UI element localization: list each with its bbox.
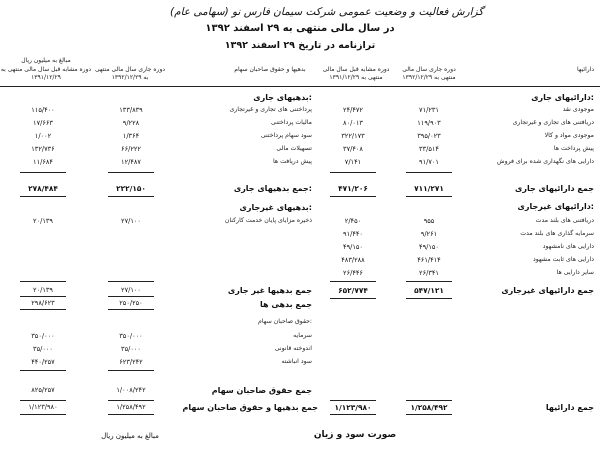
asset-row-cur: ۲۶/۳۴۱ <box>419 269 439 277</box>
asset-row-prev: ۹۱/۴۴۰ <box>343 230 363 238</box>
assets-noncurrent-total-label: جمع دارائیهای غیرجاری <box>501 286 594 295</box>
asset-row-label: دارایی های نامشهود <box>542 243 594 250</box>
rule <box>330 281 376 282</box>
rule <box>20 309 66 310</box>
liab-noncurrent-total-cur: ۲۷/۱۰۰ <box>121 286 141 294</box>
equity-row-label: سود انباشته <box>281 358 312 365</box>
asset-row-label: موجودی نقد <box>562 106 594 113</box>
liab-row-prev: ۱۱۵/۴۰۰ <box>31 106 55 114</box>
liab-current-total-prev: ۲۷۸/۴۸۴ <box>28 184 58 193</box>
asset-row-prev: ۴۹/۱۵۰ <box>343 243 363 251</box>
equity-row-label: اندوخته قانونی <box>274 345 312 352</box>
asset-row-label: دریافتنی های تجاری و غیرتجاری <box>512 119 594 126</box>
liab-grand-total-cur: ۱/۲۵۸/۴۹۲ <box>116 403 146 411</box>
liab-row-label: پرداختنی های تجاری و غیرتجاری <box>229 106 312 113</box>
report-subtitle: در سال مالی منتهی به ۲۹ اسفند ۱۳۹۲ <box>205 23 395 34</box>
liab-row-label: تسهیلات مالی <box>276 145 312 152</box>
asset-row-prev: ۴۸۳/۲۸۸ <box>341 256 365 264</box>
col-liabilities-equity: بدهیها و حقوق صاحبان سهام <box>234 66 306 73</box>
liab-row-cur: ۲۷/۱۰۰ <box>121 217 141 225</box>
liab-row-prev: ۱/۰۰۲ <box>34 132 52 140</box>
footer-unit-note: مبالغ به میلیون ریال <box>101 432 159 440</box>
liab-row-cur: ۱/۳۶۴ <box>122 132 140 140</box>
liab-row-prev: ۱۳۲/۷۳۶ <box>31 145 55 153</box>
asset-row-prev: ۲۴/۴۷۲ <box>343 106 363 114</box>
equity-total-label: جمع حقوق صاحبان سهام <box>211 386 312 395</box>
equity-row-prev: ۴۴۰/۲۵۷ <box>31 358 55 366</box>
asset-row-cur: ۹۱/۷۰۱ <box>419 158 439 166</box>
liab-row-cur: ۹/۲۲۸ <box>122 119 140 127</box>
col-prior-period-liab: دوره مشابه قبل سال مالی منتهی به ۱۳۹۱/۱۲/۲۹ <box>0 66 92 81</box>
rule <box>108 281 154 282</box>
rule <box>108 414 154 415</box>
liab-noncurrent-total-prev: ۲۰/۱۳۹ <box>33 286 53 294</box>
liab-current-total-cur: ۲۲۲/۱۵۰ <box>116 184 146 193</box>
assets-current-total-prev: ۴۷۱/۲۰۶ <box>338 184 368 193</box>
liab-row-label: ذخیره مزایای پایان خدمت کارکنان <box>224 217 312 224</box>
col-prior-period-assets: دوره مشابه قبل سال مالی منتهی به ۱۳۹۱/۱۲/۲۹ <box>322 66 390 81</box>
liab-current-total-label: جمع بدهیهای جاری: <box>233 184 312 193</box>
income-statement-title: صورت سود و زیان <box>313 430 397 440</box>
col-current-period-liab: دوره جاری سال مالی منتهی به ۱۳۹۲/۱۲/۲۹ <box>94 66 166 81</box>
asset-row-cur: ۹/۲۶۱ <box>420 230 438 238</box>
equity-total-cur: ۱/۰۰۸/۲۴۲ <box>116 386 146 394</box>
equity-row-cur: ۳۵/۰۰۰ <box>121 345 141 353</box>
liab-row-label: مالیات پرداختنی <box>271 119 312 126</box>
asset-row-label: سایر دارایی ها <box>556 269 594 276</box>
liab-row-prev: ۱۱/۶۸۴ <box>33 158 53 166</box>
liab-noncurrent-total-label: جمع بدهیها غیر جاری <box>227 286 312 295</box>
rule <box>330 414 376 415</box>
unit-note-header: مبالغ به میلیون ریال <box>21 57 71 64</box>
col-assets: دارائیها <box>577 66 594 73</box>
assets-noncurrent-total-prev: ۶۵۲/۷۷۴ <box>338 286 368 295</box>
liab-total-prev: ۲۹۸/۶۲۳ <box>31 299 55 307</box>
asset-row-cur: ۳۹۵/۰۲۳ <box>417 132 441 140</box>
header-rule <box>0 86 600 87</box>
rule <box>406 400 452 401</box>
rule <box>108 296 154 297</box>
asset-row-cur: ۷۱/۲۳۱ <box>419 106 439 114</box>
rule <box>20 370 66 371</box>
liab-row-label: پیش دریافت ها <box>273 158 312 165</box>
rule <box>330 196 376 197</box>
report-title: گزارش فعالیت و وضعیت عمومی شرکت سیمان فارس نو (سهامی عام) <box>170 6 484 18</box>
rule <box>108 172 154 173</box>
assets-grand-total-label: جمع دارائیها <box>545 403 594 412</box>
rule <box>20 172 66 173</box>
asset-row-label: سرمایه گذاری های بلند مدت <box>520 230 594 237</box>
rule <box>108 309 154 310</box>
rule <box>330 172 376 173</box>
equity-row-label: سرمایه <box>293 332 312 339</box>
asset-row-prev: ۳۲۲/۱۷۳ <box>341 132 365 140</box>
assets-noncurrent-total-cur: ۵۴۷/۱۲۱ <box>414 286 444 295</box>
equity-row-cur: ۶۲۳/۲۴۲ <box>119 358 143 366</box>
asset-row-cur: ۳۳/۵۱۴ <box>419 145 439 153</box>
asset-row-prev: ۸۰/۰۱۳ <box>343 119 363 127</box>
liab-total-label: جمع بدهی ها <box>260 300 312 309</box>
asset-row-cur: ۴۹/۱۵۰ <box>419 243 439 251</box>
rule <box>330 400 376 401</box>
equity-total-prev: ۸۲۵/۲۵۷ <box>31 386 55 394</box>
asset-row-prev: ۷/۱۴۱ <box>344 158 362 166</box>
rule <box>406 298 452 299</box>
asset-row-label: پیش پرداخت ها <box>553 145 594 152</box>
asset-row-label: دارایی های نگهداری شده برای فروش <box>497 158 594 165</box>
liab-grand-total-prev: ۱/۱۲۳/۹۸۰ <box>28 403 58 411</box>
liab-noncurrent-heading: بدهیهای غیرجاری: <box>239 203 312 212</box>
col-current-period-assets: دوره جاری سال مالی منتهی به ۱۳۹۲/۱۲/۲۹ <box>402 66 456 81</box>
rule <box>20 196 66 197</box>
asset-row-prev: ۳۷/۴۰۸ <box>343 145 363 153</box>
assets-current-heading: دارائیهای جاری: <box>531 93 594 102</box>
assets-grand-total-cur: ۱/۲۵۸/۴۹۲ <box>410 403 448 412</box>
rule <box>406 172 452 173</box>
asset-row-label: موجودی مواد و کالا <box>544 132 594 139</box>
equity-row-prev: ۳۵/۰۰۰ <box>33 345 53 353</box>
rule <box>406 281 452 282</box>
rule <box>108 196 154 197</box>
liab-row-prev: ۱۷/۶۶۳ <box>33 119 53 127</box>
rule <box>330 298 376 299</box>
liab-row-prev: ۲۰/۱۳۹ <box>33 217 53 225</box>
rule <box>406 196 452 197</box>
equity-row-prev: ۳۵۰/۰۰۰ <box>31 332 55 340</box>
liab-row-cur: ۱۳۳/۸۳۹ <box>119 106 143 114</box>
asset-row-label: دریافتنی های بلند مدت <box>535 217 594 224</box>
rule <box>20 296 66 297</box>
asset-row-prev: ۲/۴۵۰ <box>344 217 362 225</box>
asset-row-label: دارایی های ثابت مشهود <box>533 256 594 263</box>
rule <box>406 414 452 415</box>
liab-total-cur: ۲۵۰/۲۵۰ <box>119 299 143 307</box>
assets-current-total-label: جمع دارائیهای جاری <box>515 184 594 193</box>
rule <box>20 414 66 415</box>
rule <box>20 400 66 401</box>
rule <box>20 281 66 282</box>
assets-current-total-cur: ۷۱۱/۲۷۱ <box>414 184 444 193</box>
liab-grand-total-label: جمع بدهیها و حقوق صاحبان سهام <box>182 403 318 412</box>
liab-current-heading: بدهیهای جاری: <box>253 93 312 102</box>
asset-row-cur: ۱۱۹/۹۰۳ <box>417 119 441 127</box>
liab-row-cur: ۱۲/۴۸۷ <box>121 158 141 166</box>
asset-row-cur: ۴۶۱/۴۱۴ <box>417 256 441 264</box>
equity-row-cur: ۳۵۰/۰۰۰ <box>119 332 143 340</box>
balance-sheet-title: ترازنامه در تاریخ ۲۹ اسفند ۱۳۹۲ <box>224 40 376 51</box>
liab-row-label: سود سهام پرداختنی <box>260 132 312 139</box>
asset-row-cur: ۹۵۵ <box>423 217 435 225</box>
assets-noncurrent-heading: دارائیهای غیرجاری: <box>517 202 594 211</box>
equity-heading: حقوق صاحبان سهام: <box>258 318 312 325</box>
asset-row-prev: ۲۶/۴۴۶ <box>343 269 363 277</box>
rule <box>108 400 154 401</box>
rule <box>108 370 154 371</box>
liab-row-cur: ۶۶/۲۲۲ <box>121 145 141 153</box>
assets-grand-total-prev: ۱/۱۲۳/۹۸۰ <box>334 403 372 412</box>
